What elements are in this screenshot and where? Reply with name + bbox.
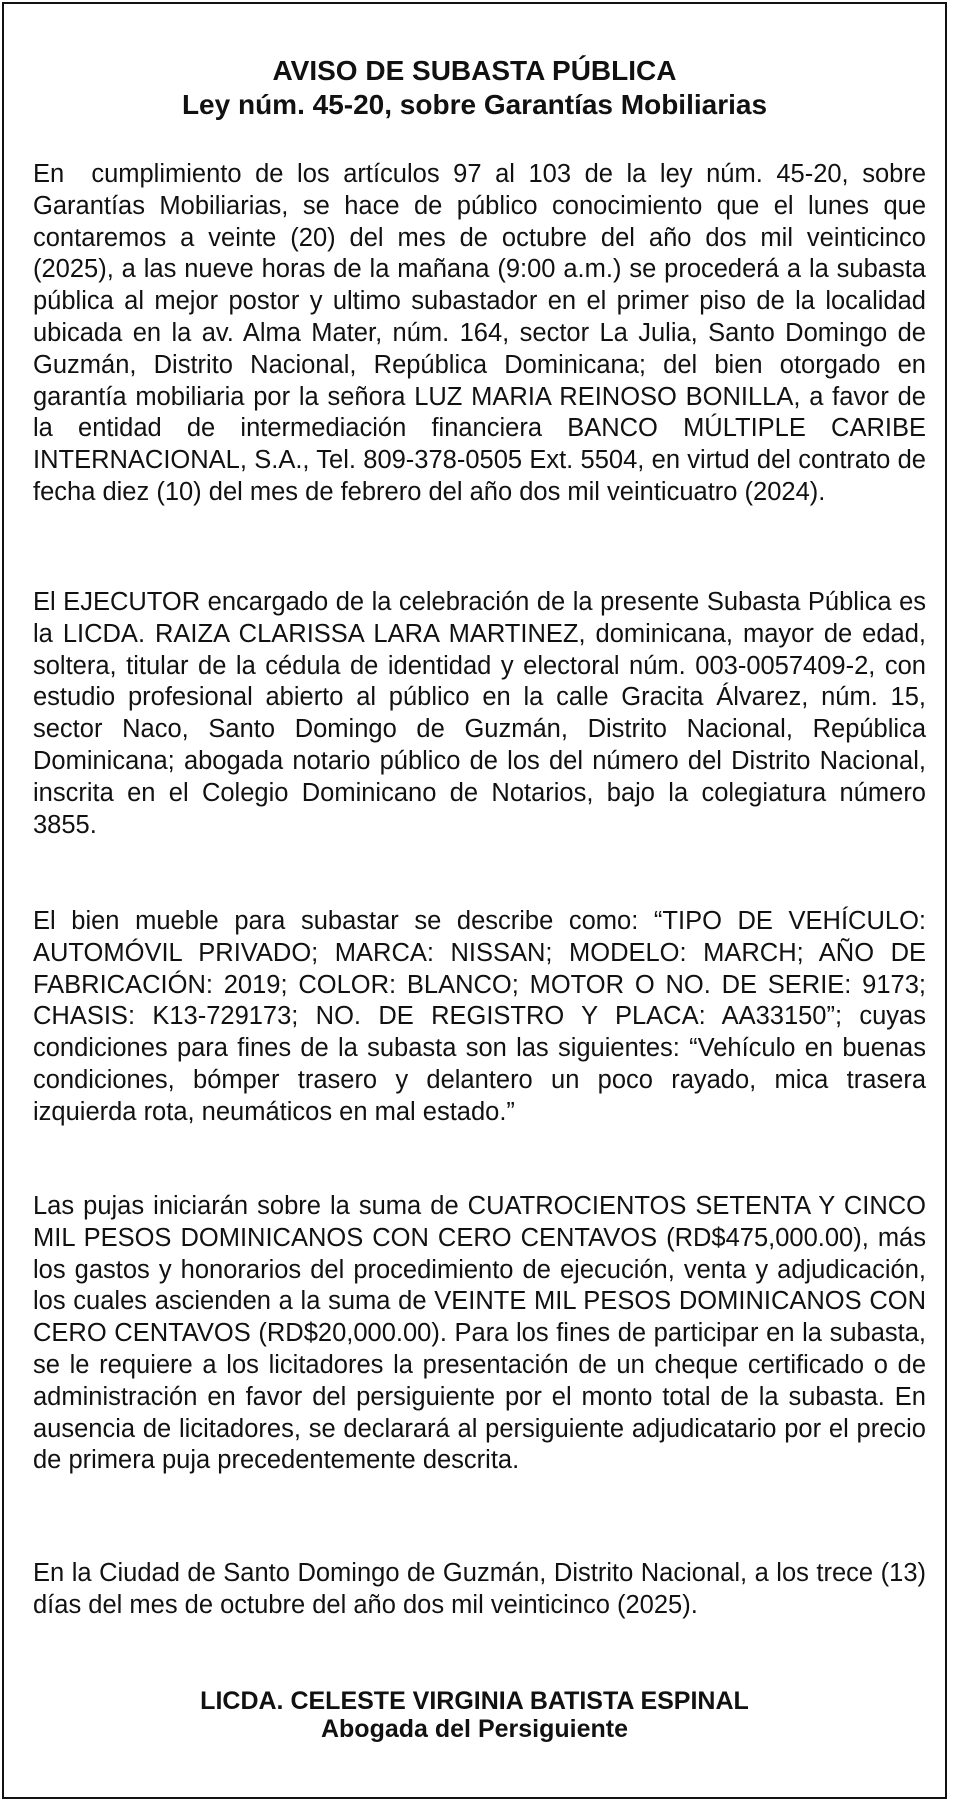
paragraph-place-and-date: En la Ciudad de Santo Domingo de Guzmán, Distrito Nacional, a los trece (13) días del mes de octubre del año dos mil veinticinco (2025). (33, 1559, 926, 1619)
notice-header (4, 54, 945, 122)
notice-title: AVISO DE SUBASTA PÚBLICA (272, 55, 677, 86)
paragraph-bidding-terms: Las pujas iniciarán sobre la suma de CUATROCIENTOS SETENTA Y CINCO MIL PESOS DOMINICANOS CON CERO CENTAVOS (RD$475,000.00), más los gastos y honorarios del procedimiento de ejecución, venta y adjudicación, los cuales ascienden a la suma de VEINTE MIL PESOS DOMINICANOS CON CERO CENTAVOS (RD$20,000.00). Para los fines de participar en la subasta, se le requiere a los licitadores la presentación de un cheque certificado o de administración en favor del persiguiente por el monto total de la subasta. En ausencia de licitadores, se declarará al persiguiente adjudicatario por el precio de primera puja precedentemente descrita. (33, 1192, 926, 1475)
paragraph-vehicle-description: El bien mueble para subastar se describe como: “TIPO DE VEHÍCULO: AUTOMÓVIL PRIVADO; MARCA: NISSAN; MODELO: MARCH; AÑO DE FABRICACIÓN: 2019; COLOR: BLANCO; MOTOR O NO. DE SERIE: 9173; CHASIS: K13-729173; NO. DE REGISTRO Y PLACA: AA33150”; cuyas condiciones para fines de la subasta son las siguientes: “Vehículo en buenas condiciones, bómper trasero y delantero un poco rayado, mica trasera izquierda rota, neumáticos en mal estado.” (33, 907, 926, 1126)
paragraph-executor: El EJECUTOR encargado de la celebración de la presente Subasta Pública es la LICDA. RAIZA CLARISSA LARA MARTINEZ, dominicana, mayor de edad, soltera, titular de la cédula de identidad y electoral núm. 003-0057409-2, con estudio profesional abierto al público en la calle Gracita Álvarez, núm. 15, sector Naco, Santo Domingo de Guzmán, Distrito Nacional, República Dominicana; abogada notario público de los del número del Distrito Nacional, inscrita en el Colegio Dominicano de Notarios, bajo la colegiatura número 3855. (33, 588, 926, 839)
paragraph-auction-announcement: En cumplimiento de los artículos 97 al 103 de la ley núm. 45-20, sobre Garantías Mobiliarias, se hace de público conocimiento que el lunes que contaremos a veinte (20) del mes de octubre del año dos mil veinticinco (2025), a las nueve horas de la mañana (9:00 a.m.) se procederá a la subasta pública al mejor postor y ultimo subastador en el primer piso de la localidad ubicada en la av. Alma Mater, núm. 164, sector La Julia, Santo Domingo de Guzmán, Distrito Nacional, República Dominicana; del bien otorgado en garantía mobiliaria por la señora LUZ MARIA REINOSO BONILLA, a favor de la entidad de intermediación financiera BANCO MÚLTIPLE CARIBE INTERNACIONAL, S.A., Tel. 809-378-0505 Ext. 5504, en virtud del contrato de fecha diez (10) del mes de febrero del año dos mil veinticuatro (2024). (33, 160, 926, 506)
signature-role: Abogada del Persiguiente (320, 1715, 628, 1743)
notice-frame (2, 2, 947, 1799)
signature-block (4, 1687, 945, 1743)
signature-name: LICDA. CELESTE VIRGINIA BATISTA ESPINAL (200, 1687, 749, 1715)
notice-subtitle: Ley núm. 45-20, sobre Garantías Mobiliarias (181, 89, 768, 120)
